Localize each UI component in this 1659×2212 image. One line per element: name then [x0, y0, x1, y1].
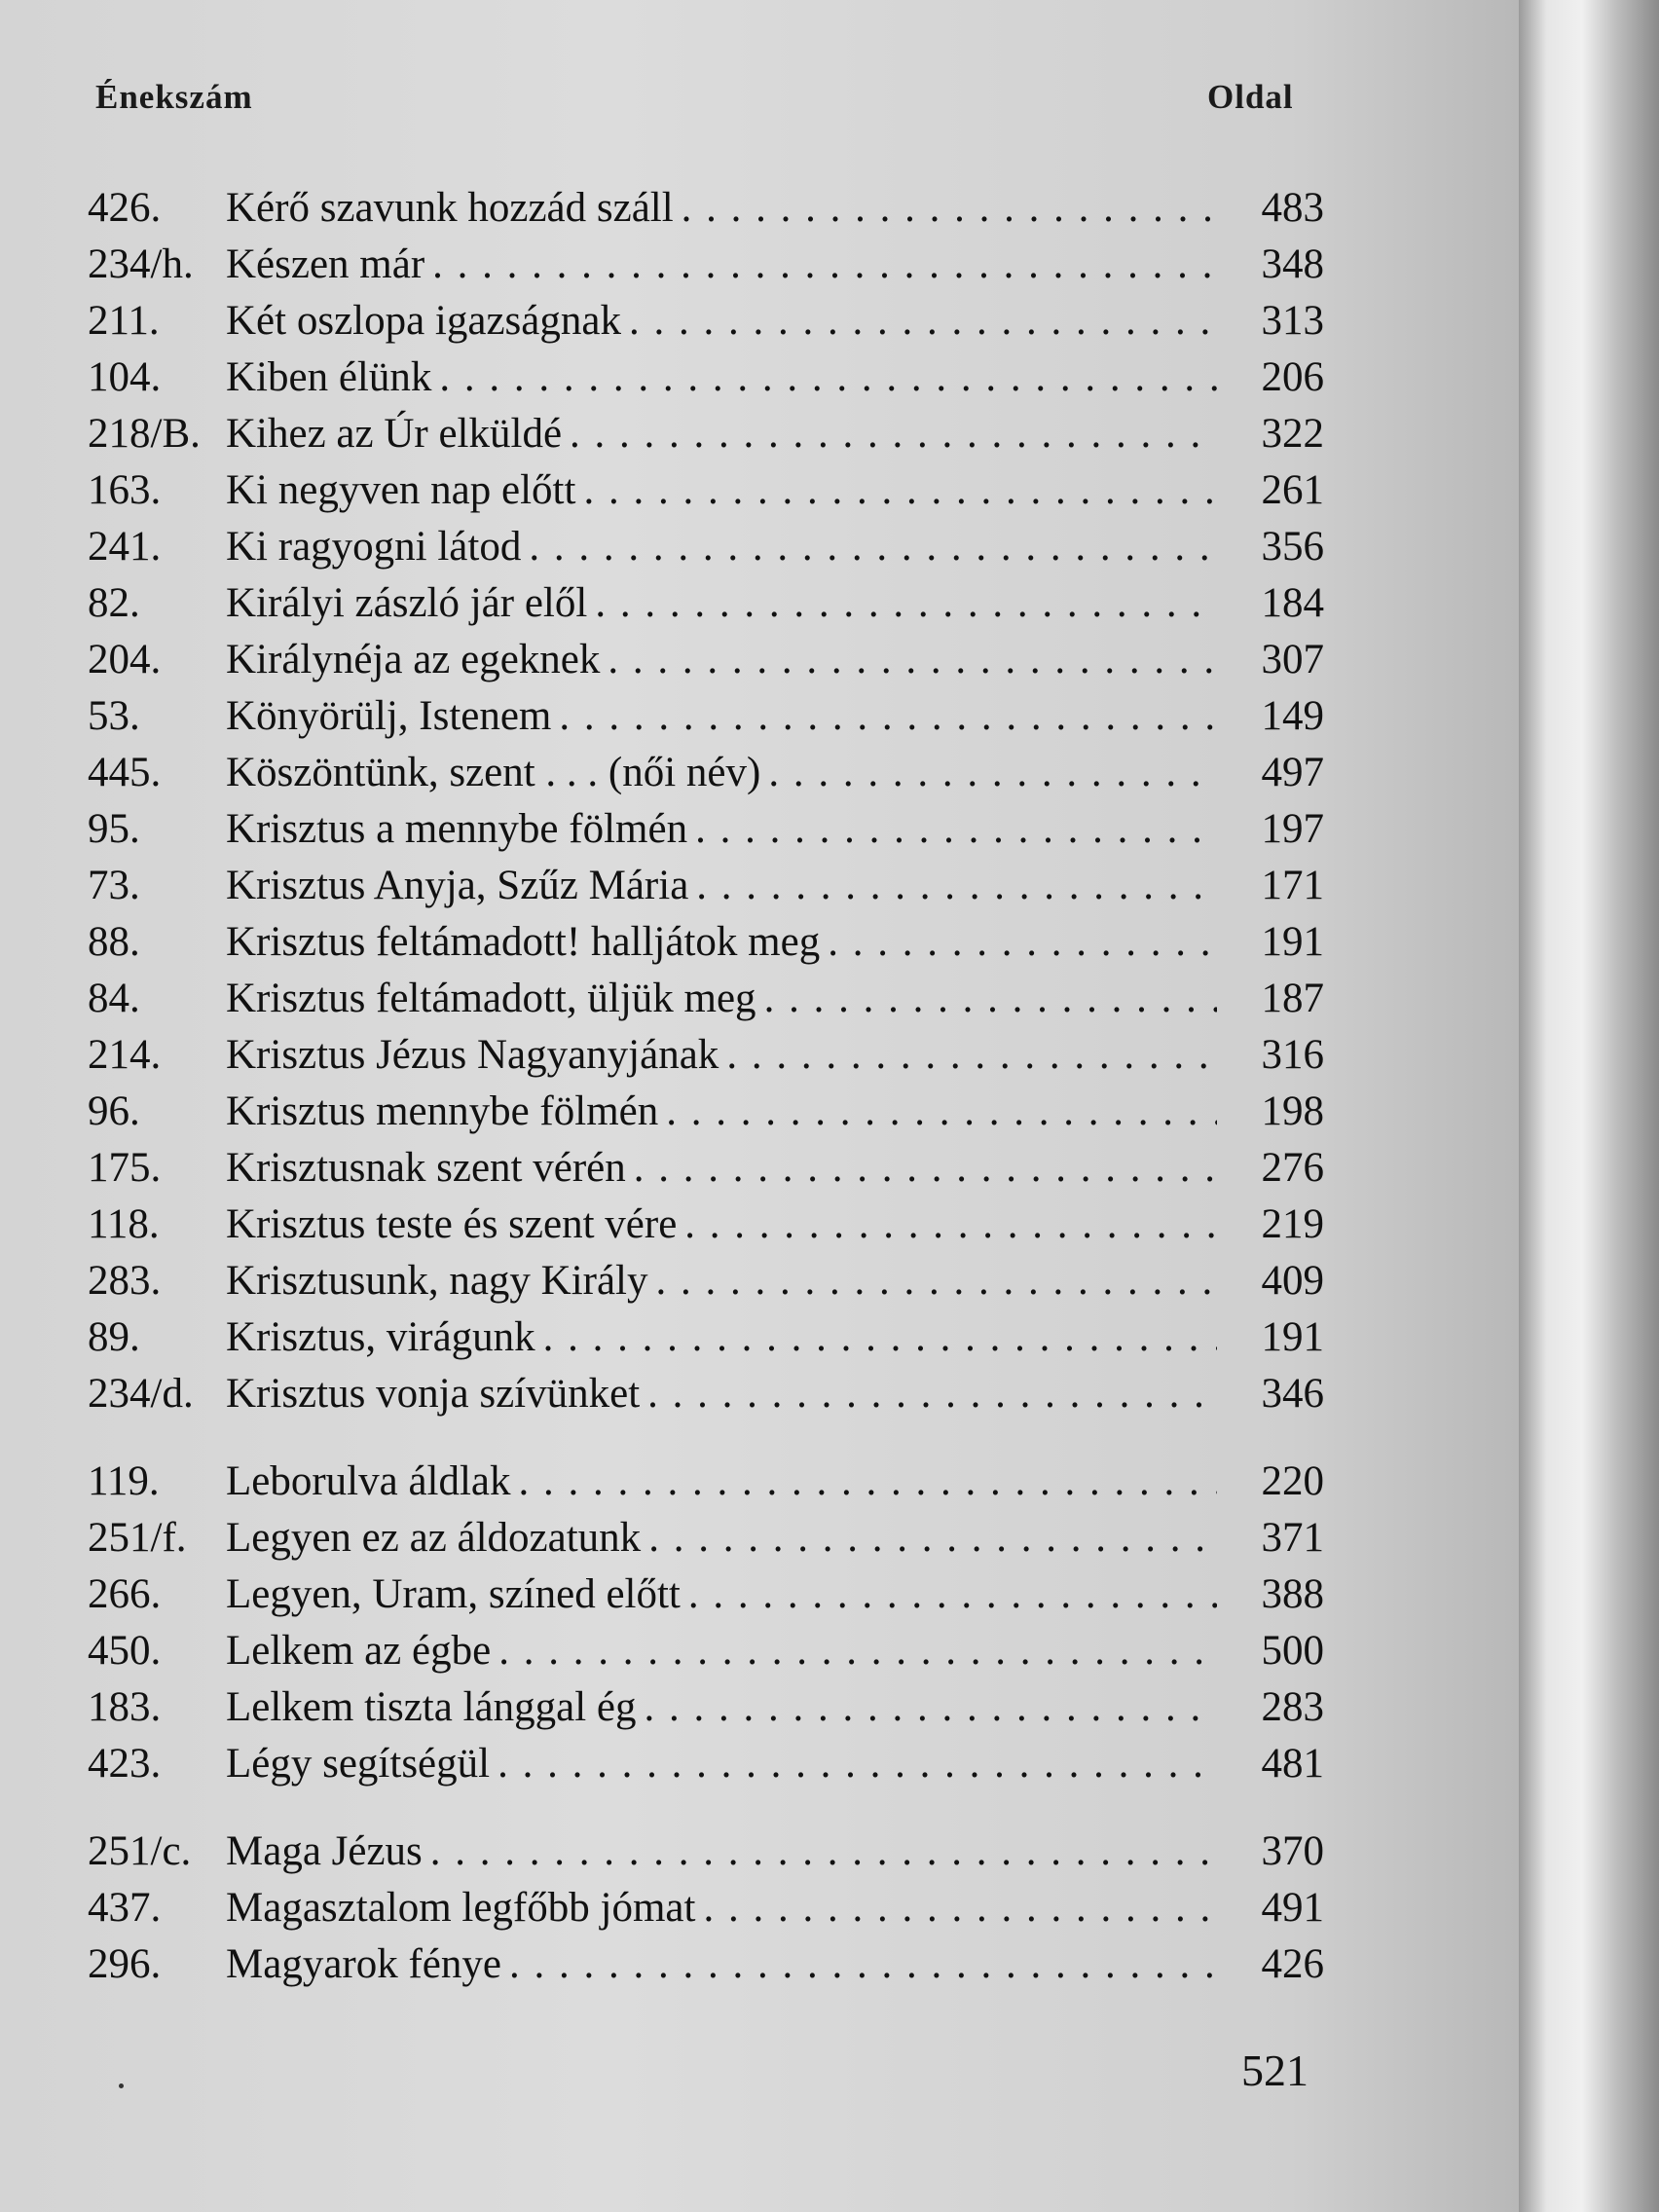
- song-title: Magasztalom legfőbb jómat: [226, 1885, 696, 1931]
- song-title-leader: [226, 575, 1217, 632]
- index-row: [88, 1510, 1324, 1567]
- song-page: 276: [1261, 1145, 1324, 1191]
- song-number: 445.: [88, 750, 162, 795]
- index-row: [88, 745, 1324, 801]
- song-page: 206: [1261, 354, 1324, 400]
- song-page: 149: [1261, 693, 1324, 739]
- song-title-leader: [226, 406, 1217, 462]
- song-title: Krisztus feltámadott, üljük meg: [226, 976, 756, 1021]
- song-title-leader: [226, 1679, 1217, 1736]
- song-number: 119.: [88, 1458, 160, 1504]
- song-title: Legyen, Uram, színed előtt: [226, 1571, 681, 1617]
- song-title-leader: [226, 1454, 1217, 1510]
- song-page: 388: [1261, 1571, 1324, 1617]
- song-page: 371: [1261, 1515, 1324, 1561]
- song-number: 84.: [88, 976, 140, 1021]
- song-title: Kiben élünk: [226, 354, 432, 400]
- song-page: 481: [1261, 1741, 1324, 1787]
- song-title-leader: [226, 1197, 1217, 1253]
- song-page: 322: [1261, 411, 1324, 457]
- song-title: Kérő szavunk hozzád száll: [226, 185, 674, 231]
- index-row: [88, 1824, 1324, 1880]
- index-row: [88, 1027, 1324, 1084]
- index-row: [88, 350, 1324, 406]
- song-number: 204.: [88, 637, 162, 682]
- index-row: [88, 858, 1324, 914]
- song-page: 491: [1261, 1885, 1324, 1931]
- song-page: 313: [1261, 298, 1324, 344]
- index-row: [88, 1880, 1324, 1936]
- song-number: 218/B.: [88, 411, 201, 457]
- song-number: 118.: [88, 1201, 160, 1247]
- song-number: 53.: [88, 693, 140, 739]
- song-title: Lelkem az égbe: [226, 1628, 492, 1674]
- song-page: 356: [1261, 524, 1324, 570]
- page-number: 521: [1241, 2046, 1309, 2095]
- song-page: 348: [1261, 241, 1324, 287]
- index-row: [88, 1679, 1324, 1736]
- index-row: [88, 1736, 1324, 1792]
- song-title-leader: [226, 180, 1217, 237]
- song-title-leader: [226, 914, 1217, 971]
- song-title: Királyi zászló jár elől: [226, 580, 588, 626]
- song-number: 234/h.: [88, 241, 194, 287]
- song-title: Krisztus Anyja, Szűz Mária: [226, 863, 689, 908]
- song-number: 241.: [88, 524, 162, 570]
- column-header-song-number: Énekszám: [95, 78, 253, 116]
- song-page: 497: [1261, 750, 1324, 795]
- song-page: 184: [1261, 580, 1324, 626]
- song-page: 198: [1261, 1088, 1324, 1134]
- song-number: 437.: [88, 1885, 162, 1931]
- song-title: Lelkem tiszta lánggal ég: [226, 1684, 637, 1730]
- index-row: [88, 406, 1324, 462]
- song-page: 187: [1261, 976, 1324, 1021]
- song-title: Ki negyven nap előtt: [226, 467, 576, 513]
- song-number: 234/d.: [88, 1371, 194, 1417]
- song-page: 500: [1261, 1628, 1324, 1674]
- song-title: Királynéja az egeknek: [226, 637, 601, 682]
- song-title-leader: [226, 1253, 1217, 1309]
- group-gap: [88, 1792, 1324, 1824]
- song-page: 409: [1261, 1258, 1324, 1304]
- stray-dot: [119, 2083, 124, 2088]
- song-title-leader: [226, 1824, 1217, 1880]
- index-row: [88, 1309, 1324, 1366]
- song-title: Krisztus, virágunk: [226, 1314, 535, 1360]
- book-spine: [1519, 0, 1659, 2212]
- song-title: Krisztusunk, nagy Király: [226, 1258, 648, 1304]
- song-title-leader: [226, 1623, 1217, 1679]
- song-page: 191: [1261, 919, 1324, 965]
- song-title: Kihez az Úr elküldé: [226, 411, 563, 457]
- index-row: [88, 519, 1324, 575]
- song-number: 95.: [88, 806, 140, 852]
- song-title: Légy segítségül: [226, 1741, 491, 1787]
- song-page: 191: [1261, 1314, 1324, 1360]
- song-number: 266.: [88, 1571, 162, 1617]
- song-title: Krisztus feltámadott! halljátok meg: [226, 919, 821, 965]
- song-page: 171: [1261, 863, 1324, 908]
- song-title-leader: [226, 519, 1217, 575]
- song-number: 175.: [88, 1145, 162, 1191]
- song-title-leader: [226, 1510, 1217, 1567]
- song-title-leader: [226, 1736, 1217, 1792]
- song-page: 261: [1261, 467, 1324, 513]
- song-title-leader: [226, 1880, 1217, 1936]
- index-row: [88, 801, 1324, 858]
- song-title: Krisztusnak szent vérén: [226, 1145, 626, 1191]
- song-title-leader: [226, 1936, 1217, 1993]
- song-title: Krisztus vonja szívünket: [226, 1371, 641, 1417]
- song-title-leader: [226, 688, 1217, 745]
- song-number: 423.: [88, 1741, 162, 1787]
- song-title-leader: [226, 971, 1217, 1027]
- song-title-leader: [226, 1366, 1217, 1422]
- song-page: 346: [1261, 1371, 1324, 1417]
- song-number: 296.: [88, 1941, 162, 1987]
- song-title-leader: [226, 1567, 1217, 1623]
- song-number: 450.: [88, 1628, 162, 1674]
- song-number: 283.: [88, 1258, 162, 1304]
- song-title: Köszöntünk, szent . . . (női név): [226, 750, 761, 795]
- song-title-leader: [226, 237, 1217, 293]
- group-gap: [88, 1422, 1324, 1454]
- song-page: 426: [1261, 1941, 1324, 1987]
- song-title: Legyen ez az áldozatunk: [226, 1515, 642, 1561]
- song-title-leader: [226, 801, 1217, 858]
- index-row: [88, 1253, 1324, 1309]
- index-row: [88, 1140, 1324, 1197]
- index-row: [88, 1366, 1324, 1422]
- column-header-page: Oldal: [1207, 78, 1294, 116]
- index-row: [88, 632, 1324, 688]
- song-title-leader: [226, 462, 1217, 519]
- song-page: 220: [1261, 1458, 1324, 1504]
- song-page: 307: [1261, 637, 1324, 682]
- song-number: 251/c.: [88, 1828, 192, 1874]
- index-row: [88, 575, 1324, 632]
- index-row: [88, 293, 1324, 350]
- song-title: Krisztus mennybe fölmén: [226, 1088, 659, 1134]
- song-title: Krisztus a mennybe fölmén: [226, 806, 688, 852]
- song-number: 426.: [88, 185, 162, 231]
- song-number: 73.: [88, 863, 140, 908]
- index-row: [88, 180, 1324, 237]
- song-title: Két oszlopa igazságnak: [226, 298, 621, 344]
- song-title-leader: [226, 1084, 1217, 1140]
- song-title-leader: [226, 293, 1217, 350]
- index-row: [88, 237, 1324, 293]
- index-row: [88, 1084, 1324, 1140]
- index-row: [88, 462, 1324, 519]
- song-title: Ki ragyogni látod: [226, 524, 522, 570]
- song-number: 211.: [88, 298, 160, 344]
- song-number: 96.: [88, 1088, 140, 1134]
- song-number: 104.: [88, 354, 162, 400]
- song-title: Könyörülj, Istenem: [226, 693, 552, 739]
- song-number: 214.: [88, 1032, 162, 1078]
- song-page: 370: [1261, 1828, 1324, 1874]
- song-title-leader: [226, 745, 1217, 801]
- song-title: Leborulva áldlak: [226, 1458, 511, 1504]
- song-title-leader: [226, 1027, 1217, 1084]
- index-row: [88, 688, 1324, 745]
- song-page: 283: [1261, 1684, 1324, 1730]
- song-title-leader: [226, 858, 1217, 914]
- index-row: [88, 971, 1324, 1027]
- song-number: 251/f.: [88, 1515, 187, 1561]
- song-page: 219: [1261, 1201, 1324, 1247]
- index-list: [88, 180, 1324, 1993]
- song-title-leader: [226, 1309, 1217, 1366]
- song-title: Krisztus Jézus Nagyanyjának: [226, 1032, 719, 1078]
- song-number: 88.: [88, 919, 140, 965]
- index-row: [88, 1936, 1324, 1993]
- index-row: [88, 1454, 1324, 1510]
- song-page: 483: [1261, 185, 1324, 231]
- song-title: Készen már: [226, 241, 425, 287]
- song-page: 316: [1261, 1032, 1324, 1078]
- song-number: 163.: [88, 467, 162, 513]
- song-title-leader: [226, 350, 1217, 406]
- index-row: [88, 1623, 1324, 1679]
- song-title-leader: [226, 1140, 1217, 1197]
- index-row: [88, 1567, 1324, 1623]
- song-title: Magyarok fénye: [226, 1941, 501, 1987]
- song-number: 183.: [88, 1684, 162, 1730]
- song-title: Krisztus teste és szent vére: [226, 1201, 678, 1247]
- index-row: [88, 914, 1324, 971]
- song-title: Maga Jézus: [226, 1828, 423, 1874]
- song-number: 89.: [88, 1314, 140, 1360]
- song-page: 197: [1261, 806, 1324, 852]
- index-row: [88, 1197, 1324, 1253]
- song-number: 82.: [88, 580, 140, 626]
- song-title-leader: [226, 632, 1217, 688]
